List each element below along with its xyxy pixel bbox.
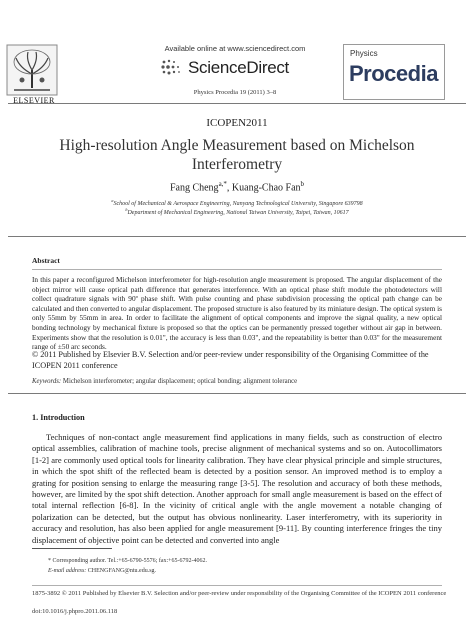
procedia-subtitle: Physics [350, 49, 378, 58]
abstract-divider-bottom [8, 393, 466, 394]
affiliation-text: Department of Mechanical Engineering, National Taiwan University, Taipei, Taiwan, 10617 [127, 210, 349, 216]
available-online-text[interactable]: Available online at www.sciencedirect.com [164, 44, 306, 53]
journal-citation: Physics Procedia 19 (2011) 3–8 [193, 89, 277, 96]
conference-name: ICOPEN2011 [206, 117, 268, 129]
physics-procedia-logo [343, 44, 445, 100]
affiliation-marker: a [111, 198, 114, 203]
author-separator: , [226, 182, 232, 194]
section-heading-introduction: 1. Introduction [32, 413, 85, 422]
corresponding-marker: * [223, 180, 227, 188]
affiliation-text: School of Mechanical & Aerospace Engineering, Nanyang Technological University, Singapore 639798 [113, 201, 363, 207]
sciencedirect-icon [160, 58, 184, 78]
author-affiliation-marker: a, [218, 180, 224, 188]
author-name: Kuang-Chao Fan [231, 182, 301, 194]
affiliation [20, 198, 454, 207]
abstract-body: In this paper a reconfigured Michelson interferometer for high-resolution angle measurement is proposed. The angular displacement of the object mirror will cause optical path difference that generates interference. With an optical phase shift module the photodetectors will collect quadrature signals with 90º phase shift. With pulse counting and phase subdivision processing the optical path change can be calculated and then converted to angular displacement. The proposed structure is also featured by its miniature design. The optical system is only 55mm by 55mm in area. In order to facilitate the alignment of optical components and improve the signal quality, a new optical bonding technology by mechanical fixture is proposed so that the optics can be permanently pressed together without air gap in between. Experiments show that the resolution is 0.01", the accuracy is less than 0.03", and the repeatability is better than 0.03" for the measurement range of ±50 arc seconds. [32, 275, 442, 352]
email-label: E-mail address: [48, 568, 87, 574]
email-address[interactable]: CHENGFANG@ntu.edu.sg. [87, 568, 157, 574]
abstract-copyright: © 2011 Published by Elsevier B.V. Selection and/or peer-review under responsibility of the Organising Committee of the ICOPEN 2011 conference [32, 350, 429, 370]
sciencedirect-wordmark: ScienceDirect [188, 58, 289, 77]
author-affiliation-marker: b [300, 180, 305, 188]
footnote-rule [32, 548, 112, 549]
keywords-label: Keywords: [32, 378, 62, 385]
affiliation [20, 207, 454, 216]
sciencedirect-logo[interactable] [160, 57, 320, 79]
abstract-heading-rule [32, 269, 442, 270]
elsevier-wordmark: ELSEVIER [13, 96, 55, 105]
abstract-heading: Abstract [32, 256, 60, 265]
footer-copyright: 1875-3892 © 2011 Published by Elsevier B.V. Selection and/or peer-review under responsibility of the Organising Committee of the ICOPEN 2011 conference [32, 590, 447, 597]
elsevier-tree-logo [6, 44, 58, 96]
keywords [32, 378, 442, 385]
email-note [48, 568, 428, 574]
paper-title: High-resolution Angle Measurement based on Michelson Interferometry [59, 137, 415, 173]
footer-doi[interactable]: doi:10.1016/j.phpro.2011.06.118 [32, 608, 118, 615]
introduction-body: Techniques of non-contact angle measurement find applications in many fields, such as construction of electro optical assemblies, calibration of machine tools, precise alignment of mechanical systems and so on. Autocollimators [1-2] are commonly used optical tools for linearity calibration. They have clear physical principle and simple structures, in which the spot shift of the reflected beam is detected by a position sensor. An improved method is to employ a grating for position sensing to enlarge the measuring range [3-5]. The resolution and accuracy of both these methods, however, are limited by the spot shift detection. Another approach for small angle measurement is based on the effect of total internal reflection [6-8]. In the vicinity of critical angle with the angle movement a notable changing of polarization can be detected, but the output has obvious nonlinearity. Laser interferometry, with its superiority in accuracy and resolution, has also been applied for angle measurement [9-11]. By counting interference fringes the tiny displacement of objective point can be detected and converted into angle [32, 432, 442, 545]
corresponding-author-note: * Corresponding author. Tel.:+65-6790-5576; fax:+65-6792-4062. [48, 558, 208, 564]
footer-rule [32, 585, 442, 586]
keywords-text: Michelson interferometer; angular displacement; optical bonding; alignment tolerance [61, 378, 298, 385]
procedia-title: Procedia [349, 61, 438, 86]
author-list [0, 180, 474, 193]
header-divider [8, 103, 466, 104]
abstract-divider-top [8, 236, 466, 237]
author-name: Fang Cheng [169, 182, 219, 194]
affiliation-marker: b [125, 207, 128, 212]
